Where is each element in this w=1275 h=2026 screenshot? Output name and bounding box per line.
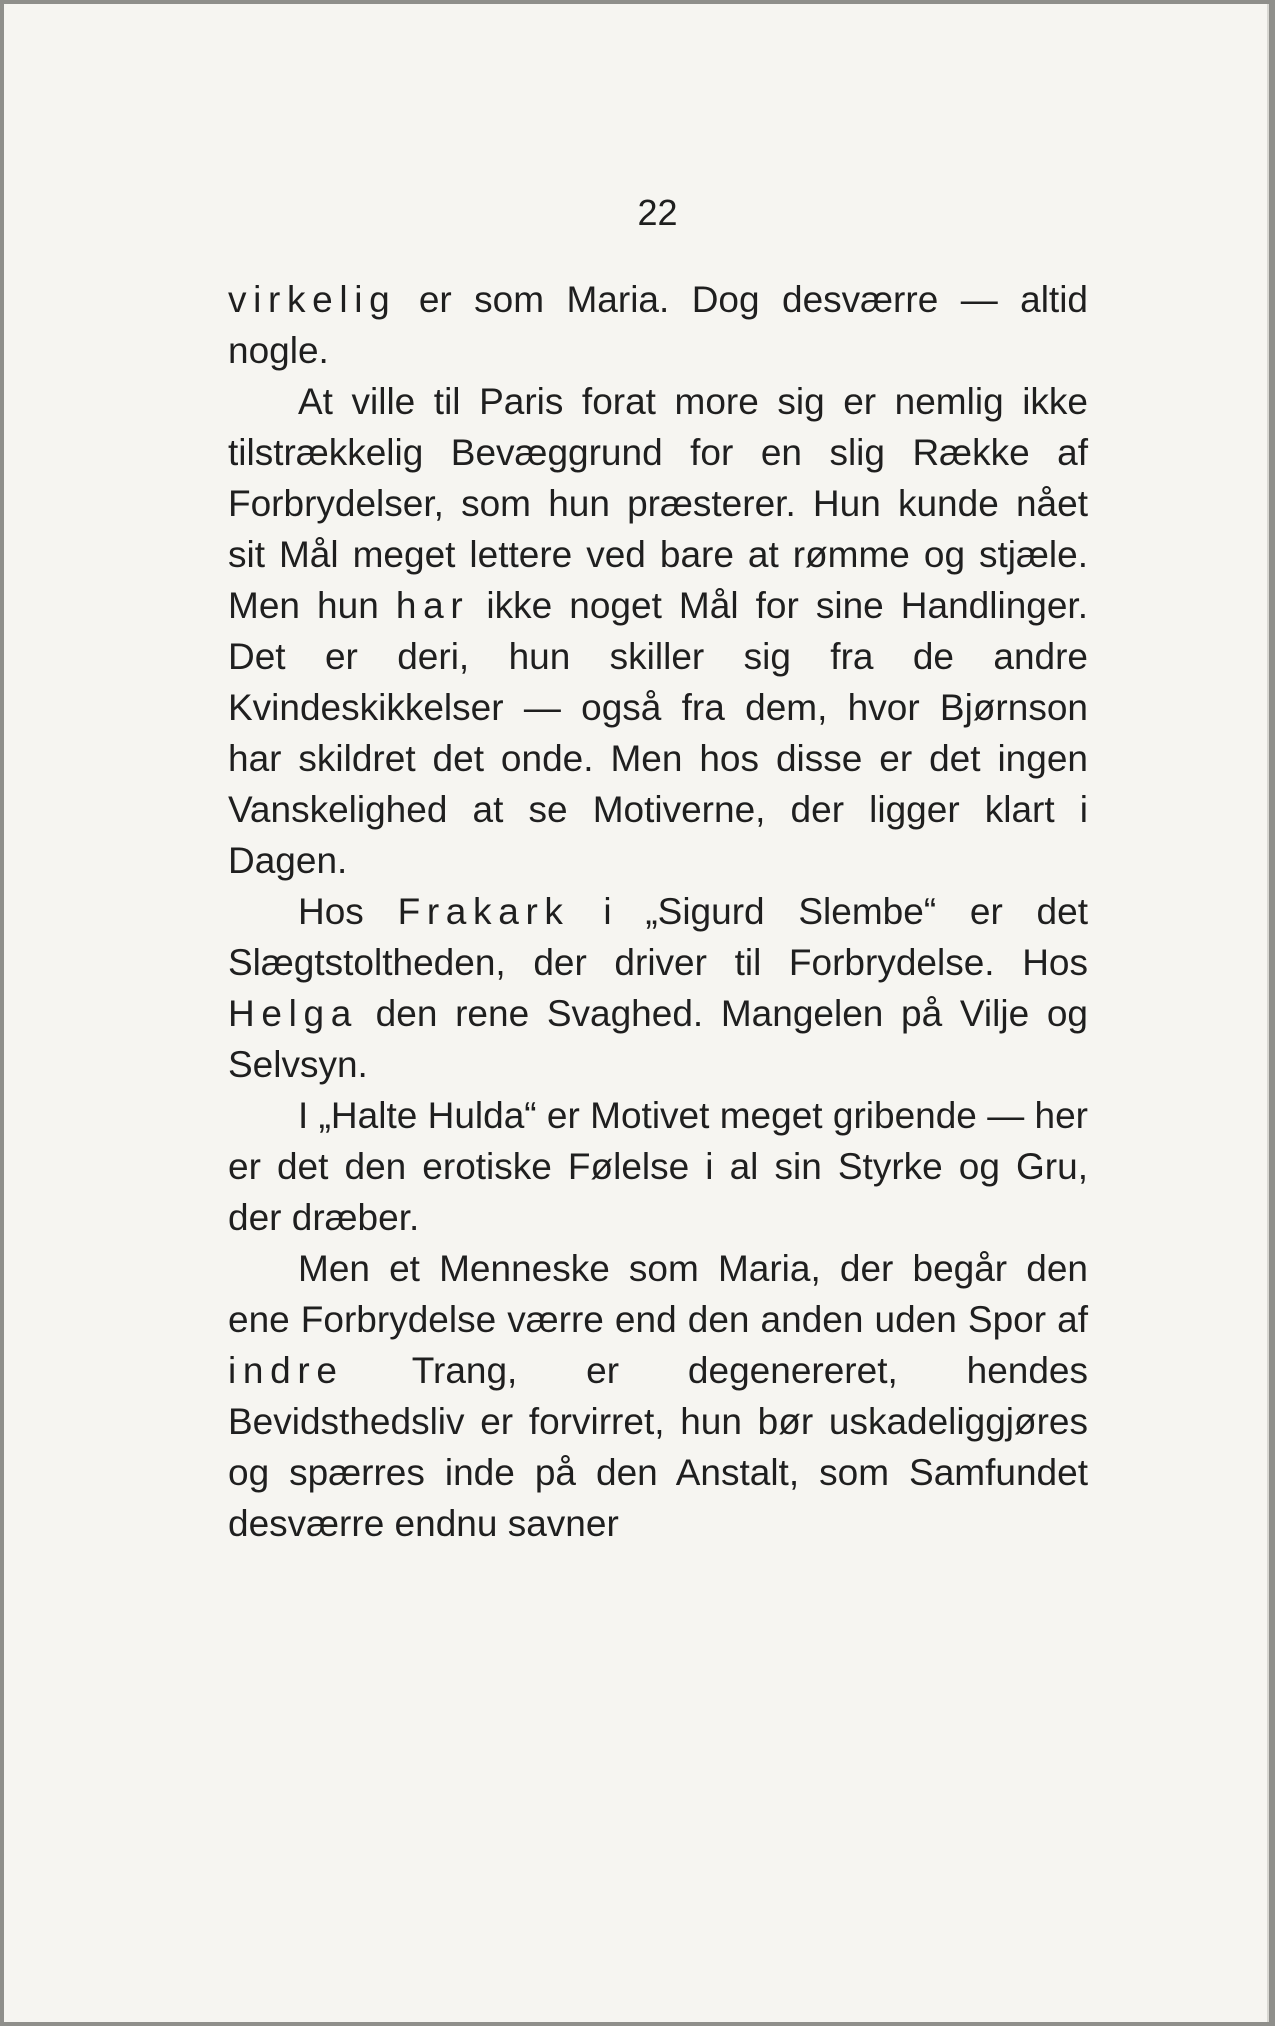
text-segment: Trang, er degenereret, hendes Bevidsthedsliv er forvirret, hun bør uskadeliggjøres og spærres inde på den Anstalt, som Samfundet desværre endnu savner [228,1350,1088,1544]
page-number: 22 [637,192,678,233]
paragraph [228,1090,1088,1243]
text-segment: er som Maria. Dog desværre — altid nogle. [228,279,1088,371]
spaced-word: har [395,585,470,626]
text-segment: ikke noget Mål for sine Handlinger. Det er deri, hun skiller sig fra de andre Kvindeskikkelser — også fra dem, hvor Bjørnson har skildret det onde. Men hos disse er det ingen Vanskelighed at se Motiverne, der ligger klart i Dagen. [228,585,1088,881]
paragraph [228,274,1088,376]
paragraph [228,886,1088,1090]
text-segment: I „Halte Hulda“ er Motivet meget gribende — her er det den erotiske Følelse i al sin Styrke og Gru, der dræber. [228,1095,1088,1238]
text-segment: Men et Menneske som Maria, der begår den ene Forbrydelse værre end den anden uden Spor af [228,1248,1088,1340]
body-text [228,274,1088,1549]
book-page [4,4,1269,2022]
spaced-word: indre [228,1350,344,1391]
text-segment: i „Sigurd Slembe“ er det Slægtstoltheden, der driver til Forbrydelse. Hos [228,891,1088,983]
paragraph [228,376,1088,886]
spaced-word: Frakark [397,891,570,932]
text-segment: Hos [298,891,398,932]
paragraph [228,1243,1088,1549]
spaced-word: virkelig [228,279,397,320]
spaced-word: Helga [228,993,358,1034]
text-segment: At ville til Paris forat more sig er nemlig ikke tilstrækkelig Bevæggrund for en slig Række af Forbrydelser, som hun præsterer. Hun kunde nået sit Mål meget lettere ved bare at rømme og stjæle. Men hun [228,381,1088,626]
text-segment: den rene Svaghed. Mangelen på Vilje og Selvsyn. [228,993,1088,1085]
